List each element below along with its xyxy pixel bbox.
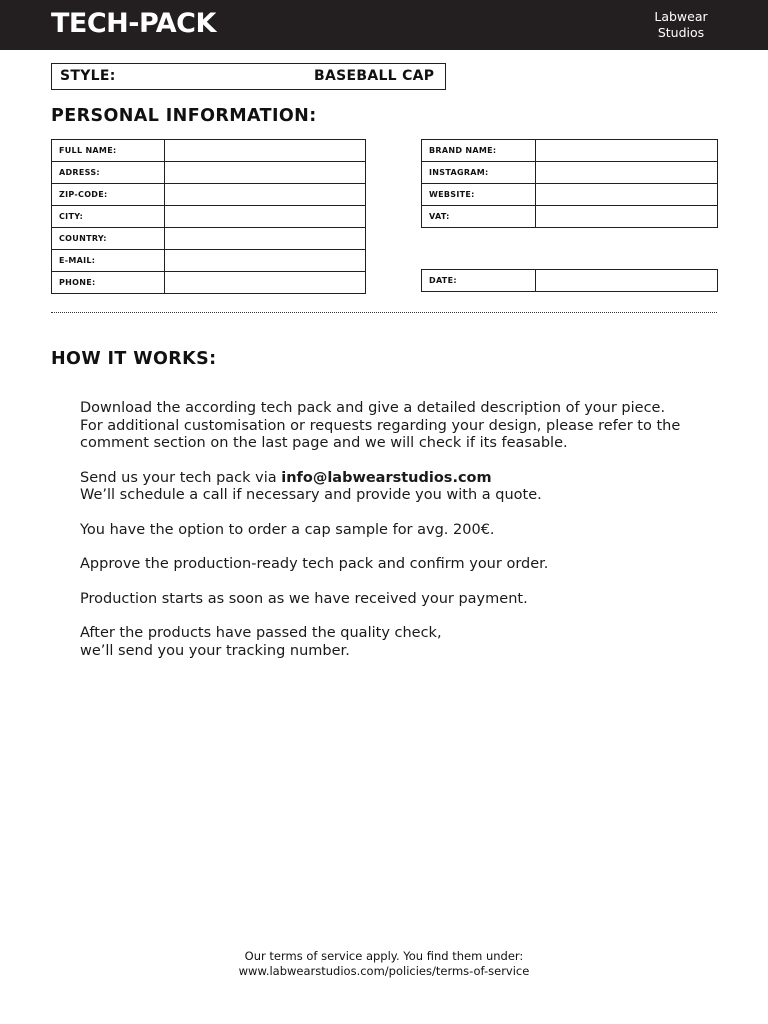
- step-1: [80, 400, 720, 453]
- instagram-field[interactable]: [536, 162, 718, 184]
- date-table: [421, 269, 718, 292]
- field-label: COUNTRY:: [52, 228, 165, 250]
- page-title: TECH-PACK: [51, 8, 216, 39]
- field-label: E-MAIL:: [52, 250, 165, 272]
- step-3: You have the option to order a cap sample for avg. 200€.: [80, 521, 495, 538]
- step-4: Approve the production-ready tech pack and confirm your order.: [80, 556, 549, 572]
- step-2-prefix: Send us your tech pack via: [80, 469, 282, 486]
- form-row-vat: [422, 206, 718, 228]
- field-label: INSTAGRAM:: [422, 162, 536, 184]
- zip-code-field[interactable]: [165, 184, 366, 206]
- form-row-brand-name: [422, 140, 718, 162]
- step-6-line-2: we’ll send you your tracking number.: [80, 642, 350, 659]
- field-label: FULL NAME:: [52, 140, 165, 162]
- header-bar: [0, 0, 768, 50]
- brand-name-line2: Studios: [657, 25, 705, 40]
- footer-note: [0, 949, 768, 979]
- field-label: ZIP-CODE:: [52, 184, 165, 206]
- field-label: VAT:: [422, 206, 536, 228]
- phone-field[interactable]: [165, 272, 366, 294]
- form-row-phone: [52, 272, 366, 294]
- step-5: Production starts as soon as we have received your payment.: [80, 590, 528, 607]
- step-2: [80, 470, 720, 505]
- personal-information-heading: PERSONAL INFORMATION:: [51, 106, 317, 126]
- footer-line-1: Our terms of service apply. You find them under:: [244, 949, 524, 963]
- terms-of-service-link[interactable]: www.labwearstudios.com/policies/terms-of-service: [238, 964, 530, 978]
- step-2-line-2: We’ll schedule a call if necessary and provide you with a quote.: [80, 487, 542, 503]
- city-field[interactable]: [165, 206, 366, 228]
- field-label: CITY:: [52, 206, 165, 228]
- brand-info-table: [421, 139, 718, 228]
- how-it-works-heading: HOW IT WORKS:: [51, 349, 217, 369]
- step-6: [80, 625, 720, 660]
- dotted-divider: [51, 312, 717, 313]
- date-field[interactable]: [536, 270, 718, 292]
- field-label: PHONE:: [52, 272, 165, 294]
- brand-logo: [646, 9, 716, 41]
- field-label: WEBSITE:: [422, 184, 536, 206]
- email-field[interactable]: [165, 250, 366, 272]
- website-field[interactable]: [536, 184, 718, 206]
- field-label: BRAND NAME:: [422, 140, 536, 162]
- country-field[interactable]: [165, 228, 366, 250]
- personal-info-table: [51, 139, 366, 294]
- field-label: ADRESS:: [52, 162, 165, 184]
- brand-name-field[interactable]: [536, 140, 718, 162]
- form-row-email: [52, 250, 366, 272]
- style-label: STYLE:: [60, 68, 116, 84]
- steps-list: [80, 400, 720, 677]
- form-row-address: [52, 162, 366, 184]
- form-row-country: [52, 228, 366, 250]
- brand-name-line1: Labwear: [654, 9, 708, 24]
- style-value: BASEBALL CAP: [314, 68, 435, 84]
- form-row-full-name: [52, 140, 366, 162]
- style-box: [51, 63, 446, 90]
- step-1-line-1: Download the according tech pack and give a detailed description of your piece.: [80, 400, 666, 416]
- form-row-instagram: [422, 162, 718, 184]
- email-address: info@labwearstudios.com: [281, 469, 492, 486]
- vat-field[interactable]: [536, 206, 718, 228]
- form-row-date: [422, 270, 718, 292]
- step-6-line-1: After the products have passed the quality check,: [80, 625, 442, 641]
- form-row-city: [52, 206, 366, 228]
- form-row-zip-code: [52, 184, 366, 206]
- step-1-line-3: comment section on the last page and we will check if its feasable.: [80, 435, 568, 451]
- form-row-website: [422, 184, 718, 206]
- address-field[interactable]: [165, 162, 366, 184]
- step-1-line-2: For additional customisation or requests regarding your design, please refer to the: [80, 417, 681, 434]
- field-label: DATE:: [422, 270, 536, 292]
- full-name-field[interactable]: [165, 140, 366, 162]
